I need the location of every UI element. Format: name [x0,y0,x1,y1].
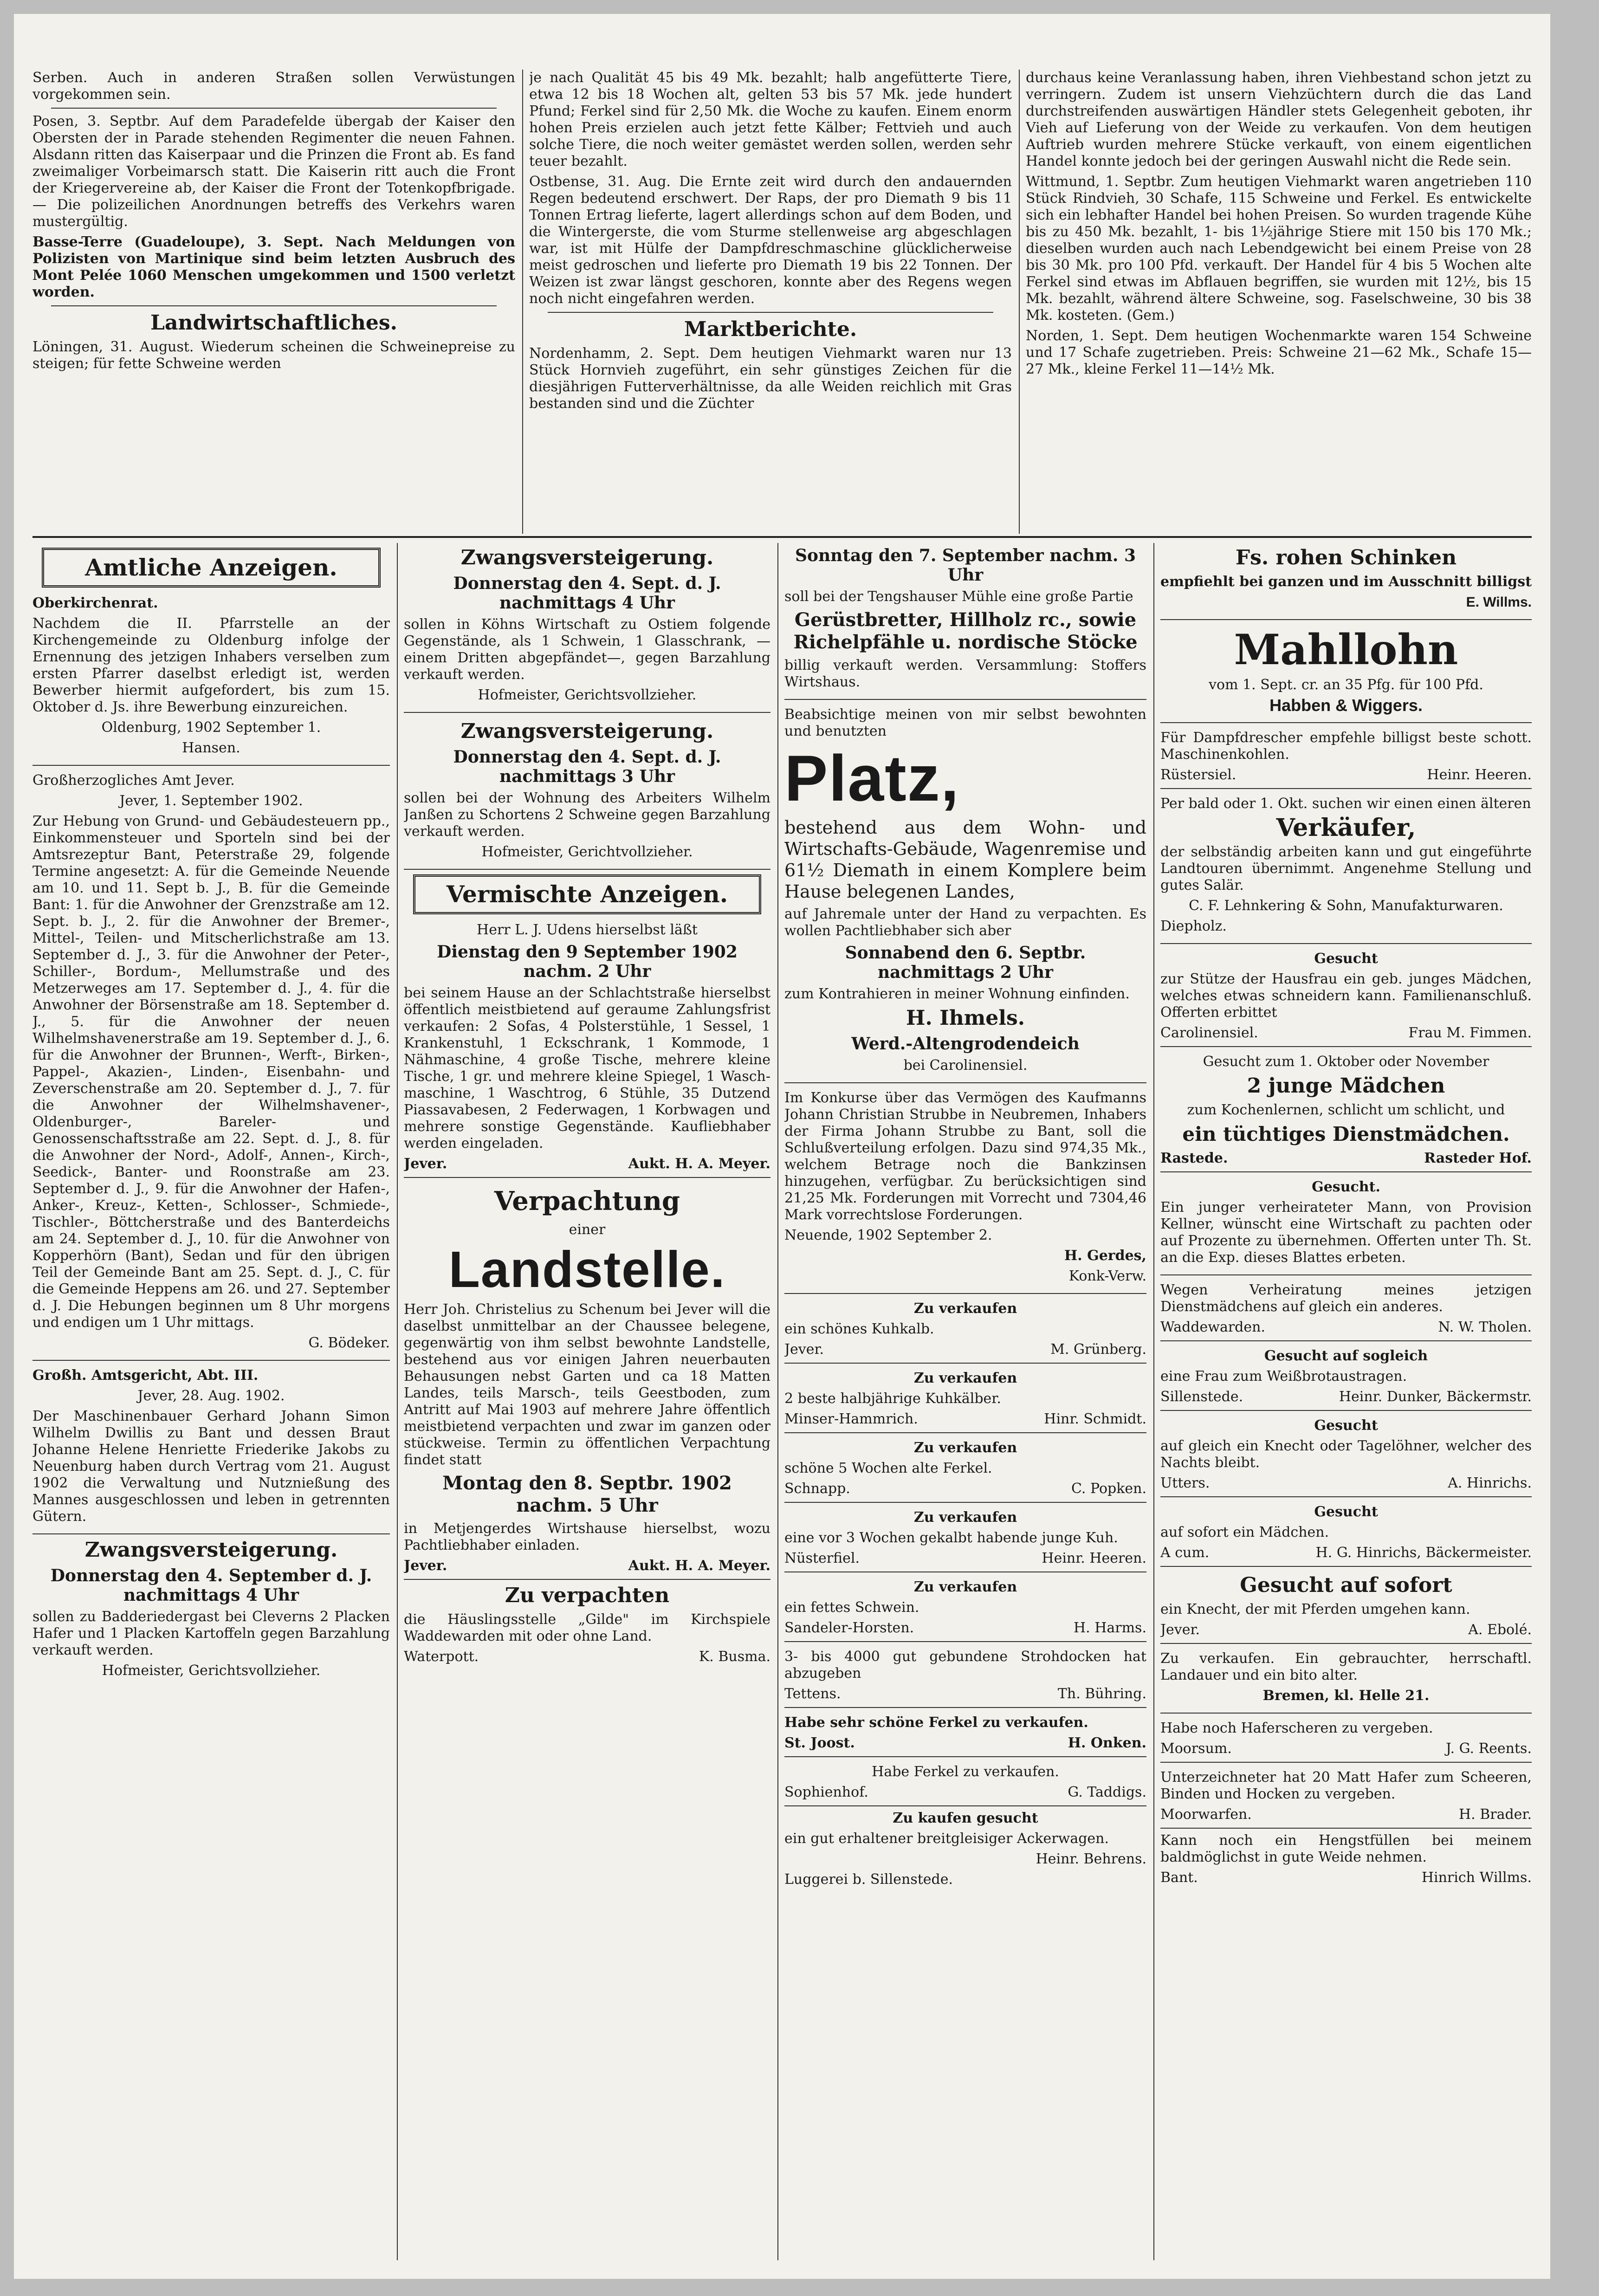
ad-text: die Häuslingsstelle „Gilde" im Kirchspiele Waddewarden mit oder ohne Land. [404,1611,770,1644]
ad-heading: Oberkirchenrat. [32,595,158,611]
ad-signature: J. G. Reents. [1445,1740,1532,1757]
article-text: Norden, 1. Sept. Dem heutigen Wochenmarkte waren 154 Schweine und 17 Schafe zugetrieben. Preis: Schweine 21—62 Mk., Schafe 15—27 Mk., kleine Ferkel 11—14½ Mk. [1026,328,1532,377]
ad-text: Herr Joh. Christelius zu Schenum bei Jever will die daselbst unmittelbar an der Chaussee belegene, gegenwärtig von ihm selbst bewohnte Landstelle, bestehend aus vor einigen Jahren neuerbauten Behausungen nebst Garten und ca 18 Matten Landes, teils Marsch-, teils Geestboden, zum Antritt auf Mai 1903 auf mehrere Jahre öffentlich meistbietend verpachten und zwar im ganzen oder stückweise. Termin zu öffentlichen Verpachtung findet statt [404,1301,770,1468]
ad-signature: Heinr. Behrens. [1036,1851,1146,1867]
ad-signature: Heinr. Dunker, Bäckermstr. [1339,1389,1532,1405]
ad-heading: Gerüstbretter, Hillholz rc., sowie Richelpfähle u. nordische Stöcke [793,609,1138,653]
ad-block [784,1810,1146,1888]
ad-block [1160,1051,1532,1172]
article-text: Löningen, 31. August. Wiederum scheinen die Schweinepreise zu steigen; für fette Schweine werden [32,339,515,372]
section-rule [32,536,1532,538]
ad-date: Sonnabend den 6. Septbr. nachmittags 2 Uhr [845,943,1086,982]
ad-heading: Zu verkaufen [913,1579,1017,1595]
ads-column-3 [784,543,1146,2260]
ads-column-4 [1160,543,1532,2260]
ad-signature: Th. Bühring. [1057,1686,1146,1702]
ad-signature: G. Bödeker. [308,1335,390,1351]
ad-signature: C. F. Lehnkering & Sohn, Manufakturwaren. [1189,898,1503,914]
ad-place: Nüsterfiel. [784,1550,860,1566]
ad-text: Habe noch Haferscheren zu vergeben. [1160,1720,1433,1736]
ad-footer [404,1558,770,1574]
ad-signature: Heinr. Heeren. [1042,1550,1146,1566]
top-column-2 [529,70,1012,534]
ad-place: Moorsum. [1160,1740,1232,1757]
ad-place: A cum. [1160,1545,1210,1561]
ad-footer [1160,1319,1532,1336]
ad-text: bei seinem Hause an der Schlachtstraße hierselbst öffentlich meistbietend auf geraume Zahlungsfrist verkaufen: 2 Sofas, 4 Polsterstühle, 1 Sessel, 1 Krankenstuhl, 1 Eckschrank, 1 Kommode, 1 Nähmaschine, 4 große Tische, mehrere kleine Tische, 1 gr. und mehrere kleine Spiegel, 1 Wasch-maschine, 1 Waschtrog, 6 Stühle, 35 Dutzend Piassavabesen, 2 Federwagen, 1 Korbwagen und mehrere sonstige Gegenstände. Kaufliebhaber werden eingeladen. [404,985,770,1151]
ad-date: Jever, 1. September 1902. [119,793,303,809]
ad-text: zum Kochenlernen, schlicht um schlicht, und [1187,1102,1505,1118]
ad-footer [784,1620,1146,1636]
article-text: Posen, 3. Septbr. Auf dem Paradefelde übergab der Kaiser den Obersten der in Parade stehenden Regimenter die neuen Fahnen. Alsdann ritten das Kaiserpaar und die Prinzen die Front ab. Es fand zweimaliger Vorbeimarsch statt. Die Kaiserin ritt auch die Front der Kriegervereine ab, der Kaiser die Front der Totenkopfbrigade. — Die polizeilichen Anordnungen betreffs des Verkehrs waren mustergültig. [32,113,515,230]
ad-block [1160,1415,1532,1497]
list-item [784,1507,1146,1572]
ad-text: ein Knecht, der mit Pferden umgehen kann. [1160,1601,1470,1617]
article-text: je nach Qualität 45 bis 49 Mk. bezahlt; halb angefütterte Tiere, etwa 12 bis 18 Wochen alt, gelten 53 bis 57 Mk. jede hundert Pfund; Ferkel sind für 2,50 Mk. die Woche zu kaufen. Einem enorm hohen Preis erzielen auch jetzt fette Kälber; Fettvieh und auch solche Tiere, die noch weiter gemästet werden sollen, werden sehr teuer bezahlt. [529,70,1012,169]
ad-signature: Heinr. Heeren. [1427,767,1532,783]
section-box-heading: Amtliche Anzeigen. [42,548,381,588]
ad-signature: H. Harms. [1073,1620,1146,1636]
ad-text: zur Stütze der Hausfrau ein geb. junges Mädchen, welches etwas schneidern kann. Familienanschluß. Offerten erbittet [1160,971,1532,1021]
ad-heading: Gesucht [1314,1504,1378,1520]
ad-text: Herr L. J. Udens hierselbst läßt [477,922,698,938]
ad-block [1160,948,1532,1047]
ad-date: Dienstag den 9 September 1902 nachm. 2 Uhr [437,942,738,981]
ad-signature: Hofmeister, Gerichtsvollzieher. [478,687,697,703]
ad-signature: Neuende, 1902 September 2. [784,1227,992,1243]
ad-signature: K. Busma. [699,1649,770,1665]
ad-block [784,543,1146,700]
ad-date: Donnerstag den 4. Sept. d. J. nachmittags 3 Uhr [453,747,721,786]
article-text: Nordenhamm, 2. Sept. Dem heutigen Viehmarkt waren nur 13 Stück Hornvieh zugeführt, ein sehr günstiges Zeichen für die diesjährigen Futterverhältnisse, da alle Weiden reichlich mit Gras bestanden sind und die Züchter [529,345,1012,412]
ad-signature: C. Popken. [1071,1481,1146,1497]
ad-heading: Verkäufer, [1276,814,1416,842]
article-text: Serben. Auch in anderen Straßen sollen Verwüstungen vorgekommen sein. [32,70,515,103]
small-ads-list [784,1298,1146,1642]
ad-heading: Zwangsversteigerung. [460,546,714,569]
ad-block [32,1365,390,1534]
ad-text: sollen zu Badderiedergast bei Cleverns 2 Placken Hafer und 1 Placken Kartoffeln gegen Barzahlung verkauft werden. [32,1609,390,1658]
column-rule [522,70,523,534]
top-column-1 [32,70,515,534]
ad-heading: Habe sehr schöne Ferkel zu verkaufen. [784,1714,1088,1731]
ad-heading: Zu verkaufen [913,1509,1017,1526]
ad-signature: H. Onken. [1068,1735,1146,1751]
column-rule [777,543,778,2260]
section-heading: Marktberichte. [684,317,857,341]
list-item [784,1367,1146,1433]
ad-place: Sillenstede. [1160,1389,1243,1405]
ad-text: eine Frau zum Weißbrotaustragen. [1160,1368,1407,1384]
advertisements-section [32,543,1532,2260]
ad-place: Jever. [784,1341,824,1358]
column-rule [1153,543,1154,2260]
ad-footer [1160,1740,1532,1757]
ad-signature: A. Ebolé. [1468,1622,1532,1638]
ad-block [1160,543,1532,620]
ad-place: Rastede. [1160,1150,1228,1166]
ad-block [32,1538,390,1679]
ad-block [784,1087,1146,1294]
ad-footer [784,1784,1146,1801]
ad-signature: Hinrich Willms. [1421,1869,1532,1886]
ad-heading: Zwangsversteigerung. [460,719,714,743]
ad-block [784,1761,1146,1806]
ad-text: Gesucht zum 1. Oktober oder November [1203,1054,1489,1070]
ad-heading: Verpachtung [494,1186,680,1216]
ad-place: Luggerei b. Sillenstede. [784,1871,953,1888]
ad-signature: Aukt. H. A. Meyer. [628,1558,770,1574]
ad-heading: Gesucht [1314,951,1378,967]
ad-signature: Hansen. [182,740,240,756]
ad-heading: Zwangsversteigerung. [84,1538,338,1562]
ad-text: soll bei der Tengshauser Mühle eine große Partie [784,589,1133,605]
article-text: Wittmund, 1. Septbr. Zum heutigen Viehmarkt waren angetrieben 110 Stück Rindvieh, 30 Schafe, 115 Schweine und Ferkel. Es entwickelte sich ein lebhafter Handel bei hohen Preisen. So wurden tragende Kühe bis zu 450 Mk. bezahlt, 1- bis 1½jährige Stiere mit 150 bis 170 Mk.; dieselben wurden auch nach Lebendgewicht bei einem Preise von 28 bis 30 Mk. pro 100 Pfd. verkauft. Der Handel für 4 bis 5 Wochen alte Ferkel sind etwas im Abflauen begriffen, sie wurden mit 12½, bis 15 Mk. bezahlt, während ältere Schweine, sog. Faselschweine, 30 bis 38 Mk. kosteten. (Gem.) [1026,174,1532,323]
ad-heading: Zu kaufen gesucht [893,1810,1038,1826]
ad-footer [1160,1545,1532,1561]
ad-place: Minser-Hammrich. [784,1411,918,1427]
ad-heading: Fs. rohen Schinken [1235,546,1457,569]
ad-text: auf Jahremale unter der Hand zu verpachten. Es wollen Pachtliebhaber sich aber [784,906,1146,939]
ad-footer [784,1481,1146,1497]
ad-place: St. Joost. [784,1735,855,1751]
ad-place: Jever. [1160,1622,1200,1638]
ad-text: Ein junger verheirateter Mann, von Provision Kellner, wünscht eine Wirtschaft zu pachten oder auf Prozente zu übernehmen. Offerten unter Th. St. an die Exp. dieses Blattes erbeten. [1160,1199,1532,1266]
ad-text: Beabsichtige meinen von mir selbst bewohnten und benutzten [784,706,1146,739]
ad-signature: Hinr. Schmidt. [1044,1411,1146,1427]
ad-signature: M. Grünberg. [1050,1341,1146,1358]
ad-text: auf sofort ein Mädchen. [1160,1524,1329,1540]
ad-heading: ein tüchtiges Dienstmädchen. [1182,1123,1510,1145]
ad-place: Waterpott. [404,1649,479,1665]
divider [51,305,497,306]
ad-text: einer [569,1222,606,1238]
ad-block [1160,1766,1532,1829]
ad-signature: H. Brader. [1458,1806,1532,1823]
ad-heading: Gesucht [1314,1417,1378,1434]
ad-signature: H. Gerdes, [1064,1248,1146,1264]
ad-text: zum Kontrahieren in meiner Wohnung einfinden. [784,986,1130,1002]
ad-text: Unterzeichneter hat 20 Matt Hafer zum Scheeren, Binden und Hocken zu vergeben. [1160,1769,1532,1802]
list-item [784,1576,1146,1642]
ad-footer [1160,1869,1532,1886]
ad-heading: Gesucht. [1312,1179,1380,1195]
article-text: Ostbense, 31. Aug. Die Ernte zeit wird durch den andauernden Regen bedeutend erschwert. Der Raps, der pro Diemath 9 bis 11 Tonnen Ertrag lieferte, lagert allerdings schon auf dem Boden, und die Wintergerste, die vom Sturme stellenweise arg abgeschlagen war, ist mit Hülfe der Dampfdreschmaschine glücklicherweise meist gedroschen und lieferte pro Diemath 19 bis 22 Tonnen. Der Weizen ist zwar längst geschoren, konnte aber des Regens wegen noch nicht eingefahren werden. [529,174,1012,307]
ad-heading: Zu verkaufen [913,1370,1017,1386]
ad-text: bestehend aus dem Wohn- und Wirtschafts-Gebäude, Wagenremise und 61½ Diemath in einem Komplere beim Hause belegenen Landes, [784,817,1146,902]
ad-heading: Gesucht auf sofort [1240,1573,1452,1597]
ad-footer [404,1649,770,1665]
ad-place: Waddewarden. [1160,1319,1265,1335]
ad-footer [784,1550,1146,1567]
ad-place: Rüstersiel. [1160,767,1236,783]
ad-signature: E. Willms. [1466,595,1532,610]
article-text: durchaus keine Veranlassung haben, ihren Viehbestand schon jetzt zu verringern. Zudem ist unsern Viehzüchtern durch die das Land durchstreifenden auswärtigen Händler stets Gelegenheit geboten, ihr Vieh auf Lieferung von der Weide zu verkaufen. Von dem heutigen Auftrieb wurden mehrere Stücke verkauft, von einem eigentlichen Handel konnte jedoch bei der geringen Auswahl nicht die Rede sein. [1026,70,1532,169]
ad-big-title: Mahllohn [1234,625,1458,674]
ad-text: sollen in Köhns Wirtschaft zu Ostiem folgende Gegenstände, als 1 Schwein, 1 Glasschrank, —einem Dritten abgepfändet—, gegen Barzahlung verkauft werden. [404,616,770,683]
ad-block [1160,1717,1532,1763]
ad-text: empfiehlt bei ganzen und im Ausschnitt billigst [1160,574,1532,590]
ad-big-title: Platz, [784,742,960,815]
ad-text: 2 beste halbjährige Kuhkälber. [784,1391,1001,1407]
ad-block [1160,793,1532,944]
ad-text: schöne 5 Wochen alte Ferkel. [784,1460,992,1476]
ad-date: Donnerstag den 4. Sept. d. J. nachmittags 4 Uhr [453,574,721,613]
ad-block [404,1182,770,1580]
ad-date: Sonntag den 7. September nachm. 3 Uhr [795,546,1136,585]
ad-text: vom 1. Sept. cr. an 35 Pfg. für 100 Pfd. [1209,677,1483,693]
ad-signature: N. W. Tholen. [1438,1319,1532,1335]
ad-text: ein schönes Kuhkalb. [784,1321,934,1337]
ad-place: Schnapp. [784,1481,850,1497]
ad-block [404,919,770,1178]
ad-footer [404,1156,770,1172]
ad-block [784,1646,1146,1708]
ads-column-1 [32,543,390,2260]
ad-block [1160,1571,1532,1644]
ad-place: Diepholz. [1160,918,1227,934]
divider [51,108,497,109]
ad-date: Jever, 28. Aug. 1902. [137,1388,285,1404]
ad-text: sollen bei der Wohnung des Arbeiters Wilhelm Janßen zu Schortens 2 Schweine gegen Barzahlung verkauft werden. [404,790,770,840]
ad-place: Sophienhof. [784,1784,868,1800]
ad-footer [1160,1389,1532,1405]
ad-signature: Frau M. Fimmen. [1408,1025,1532,1041]
ad-place: Werd.-Altengrodendeich [851,1034,1080,1054]
ad-signature: H. G. Hinrichs, Bäckermeister. [1315,1545,1532,1561]
ad-text: ein gut erhaltener breitgleisiger Ackerwagen. [784,1830,1109,1847]
ad-block [1160,727,1532,789]
ad-heading: 2 junge Mädchen [1247,1074,1445,1098]
ad-signature: Aukt. H. A. Meyer. [628,1156,770,1172]
ad-footer [1160,1622,1532,1638]
ad-footer [784,1686,1146,1702]
ad-big-title: Landstelle. [448,1241,726,1298]
ad-heading: Zu verpachten [505,1584,670,1607]
ad-heading: Großherzogliches Amt Jever. [32,772,235,789]
ad-text: 3- bis 4000 gut gebundene Strohdocken hat abzugeben [784,1649,1146,1682]
ad-place: Utters. [1160,1475,1210,1491]
article-text: Basse-Terre (Guadeloupe), 3. Sept. Nach Meldungen von Polizisten von Martinique sind beim letzten Ausbruch des Mont Pelée 1060 Menschen umgekommen und 1500 verletzt worden. [32,234,515,300]
ad-text: Kann noch ein Hengstfüllen bei meinem baldmöglichst in gute Weide nehmen. [1160,1832,1532,1865]
ad-place: Sandeler-Horsten. [784,1620,914,1636]
ad-text: Per bald oder 1. Okt. suchen wir einen einen älteren [1160,796,1531,812]
ad-heading: Gesucht auf sogleich [1264,1348,1428,1364]
ad-text: in Metjengerdes Wirtshause hierselbst, wozu Pachtliebhaber einladen. [404,1520,770,1553]
ad-text: Habe Ferkel zu verkaufen. [872,1764,1059,1780]
ad-footer [1160,1150,1532,1167]
ad-footer [784,1735,1146,1752]
ad-text: Zu verkaufen. Ein gebrauchter, herrschaftl. Landauer und ein bito alter. [1160,1650,1532,1683]
ad-place: Carolinensiel. [1160,1025,1258,1041]
ad-text: billig verkauft werden. Versammlung: Stoffers Wirtshaus. [784,657,1146,690]
ad-text: ein fettes Schwein. [784,1599,919,1616]
ad-heading: Zu verkaufen [913,1300,1017,1317]
section-box-heading: Vermischte Anzeigen. [413,874,761,914]
ad-signature: A. Hinrichs. [1448,1475,1532,1491]
list-item [784,1298,1146,1364]
ad-text: Der Maschinenbauer Gerhard Johann Simon Wilhelm Dwillis zu Bant und dessen Braut Johanne Helene Henriette Friederike Jakobs zu Neuenburg haben durch Vertrag vom 21. August 1902 die Verwaltung und Nutznießung des Mannes ausgeschlossen und leben in getrennten Gütern. [32,1408,390,1525]
ad-footer [784,1411,1146,1428]
ad-block [1160,624,1532,723]
ad-signature: Rasteder Hof. [1424,1150,1532,1166]
ad-signature: Oldenburg, 1902 September 1. [101,719,321,736]
ad-date: Montag den 8. Septbr. 1902 nachm. 5 Uhr [442,1472,732,1516]
ad-place: Moorwarfen. [1160,1806,1252,1823]
ad-place: Jever. [404,1558,447,1574]
ad-block [1160,1279,1532,1341]
ad-block [32,592,390,766]
ad-footer [1160,1025,1532,1041]
ad-text: eine vor 3 Wochen gekalbt habende junge Kuh. [784,1530,1118,1546]
ad-text: Im Konkurse über das Vermögen des Kaufmanns Johann Christian Strubbe in Neubremen, Inhabers der Firma Johann Strubbe zu Bant, soll die Schlußverteilung erfolgen. Dazu sind 974,35 Mk., welchem Betrage noch die Bankzinsen hinzugehen, verfügbar. Zu berücksichtigen sind 21,25 Mk. Forderungen mit Vorrecht und 7304,46 Mark vorrechtslose Forderungen. [784,1090,1146,1223]
ad-place: Bant. [1160,1869,1198,1886]
column-rule [1019,70,1020,534]
ad-signature: Hofmeister, Gerichtsvollzieher. [102,1662,321,1679]
ad-block [1160,1648,1532,1714]
ad-footer [784,1341,1146,1358]
ad-place: Jever. [404,1156,447,1172]
list-item [784,1437,1146,1503]
ad-block [784,704,1146,1083]
ad-signature: Habben & Wiggers. [1269,696,1423,715]
ad-text: Für Dampfdrescher empfehle billigst beste schott. Maschinenkohlen. [1160,730,1532,763]
newspaper-page [14,14,1550,2279]
top-column-3 [1026,70,1532,534]
ad-heading: Zu verkaufen [913,1440,1017,1456]
ad-text: der selbständig arbeiten kann und gut eingeführte Landtouren übernimmt. Angenehme Stellung und gutes Salär. [1160,844,1532,893]
ad-block [784,1712,1146,1757]
ad-block [404,717,770,870]
ad-place: Tettens. [784,1686,841,1702]
ad-signature: H. Ihmels. [906,1006,1025,1030]
ad-footer [1160,1806,1532,1823]
ad-date: Donnerstag den 4. September d. J. nachmittags 4 Uhr [50,1566,372,1605]
ad-block [1160,1501,1532,1567]
ad-footer [1160,767,1532,783]
ad-block [32,770,390,1361]
ad-block [1160,1832,1532,1886]
ad-signature: G. Taddigs. [1068,1784,1146,1800]
ad-block [1160,1176,1532,1275]
ad-text: Nachdem die II. Pfarrstelle an der Kirchengemeinde zu Oldenburg infolge der Ernennung des jetzigen Inhabers verselben zum ersten Pfarrer daselbst erledigt ist, werden Bewerber hiermit aufgefordert, bis zum 15. Oktober d. Js. ihre Bewerbung einzureichen. [32,615,390,715]
ad-text: auf gleich ein Knecht oder Tagelöhner, welcher des Nachts bleibt. [1160,1438,1532,1471]
column-rule [397,543,398,2260]
ad-place: bei Carolinensiel. [903,1057,1028,1074]
ad-heading: Großh. Amtsgericht, Abt. III. [32,1367,259,1384]
divider [548,312,993,313]
section-heading: Landwirtschaftliches. [150,311,397,335]
ad-block [404,543,770,713]
top-news-section [32,70,1532,534]
ad-block [1160,1345,1532,1411]
ad-text: Zur Hebung von Grund- und Gebäudesteuern pp., Einkommensteuer und Sporteln sind bei der Amtsrezeptur Bant, Peterstraße 29, folgende Termine angesetzt: A. für die Gemeinde Neuende am 10. und 11. Sept b. J., B. für die Gemeinde Bant: 1. für die Anwohner der Grenzstraße am 12. Sept. b. J., 2. für die Anwohner der Bremer-, Mittel-, Teilen- und Mitscherlichstraße am 13. September d. J., 3. für die Anwohner der Peter-, Schiller-, Bordum-, Mellumstraße und des Metzerweges am 17. September d. J., 4. für die Anwohner der Börsenstraße am 18. September d. J., 5. für die Anwohner der neuen Wilhelmshavenerstraße am 19. September d. J., 6. für die Anwohner der Brunnen-, Werft-, Birken-, Pappel-, Akazien-, Linden-, Eisenbahn- und Zeverschenstraße am 20. September d. J., 7. für die Anwohner der Wilhelmshavener-, Oldenburger-, Bareler- und Genossenschaftsstraße am 22. Sept. d. J., 8. für die Anwohner der Nord-, Adolf-, Annen-, Kirch-, Seedick-, Banter- und Roonstraße am 23. September d. J., 9. für die Anwohner der Hafen-, Anker-, Kreuz-, Ketten-, Schlosser-, Schmiede-, Tischler-, Böttcherstraße und des Banterdeichs am 24. September d. J., 10. für die Anwohner von Kopperhörn (Bant), Sedan und für den übrigen Teil der Gemeinde Bant am 25. Sept. d. J., C. für die Gemeinde Heppens am 26. und 27. September d. J. Die Hebungen beginnen um 8 Uhr morgens und endigen um 1 Uhr mittags. [32,813,390,1331]
ad-signature: Bremen, kl. Helle 21. [1262,1688,1430,1704]
ad-footer [1160,1475,1532,1492]
ad-block [404,1584,770,1665]
ad-signature: Konk-Verw. [1068,1268,1146,1284]
ads-column-2 [404,543,770,2260]
ad-text: Wegen Verheiratung meines jetzigen Dienstmädchens auf gleich ein anderes. [1160,1282,1532,1315]
ad-signature: Hofmeister, Gerichtvollzieher. [481,844,693,860]
